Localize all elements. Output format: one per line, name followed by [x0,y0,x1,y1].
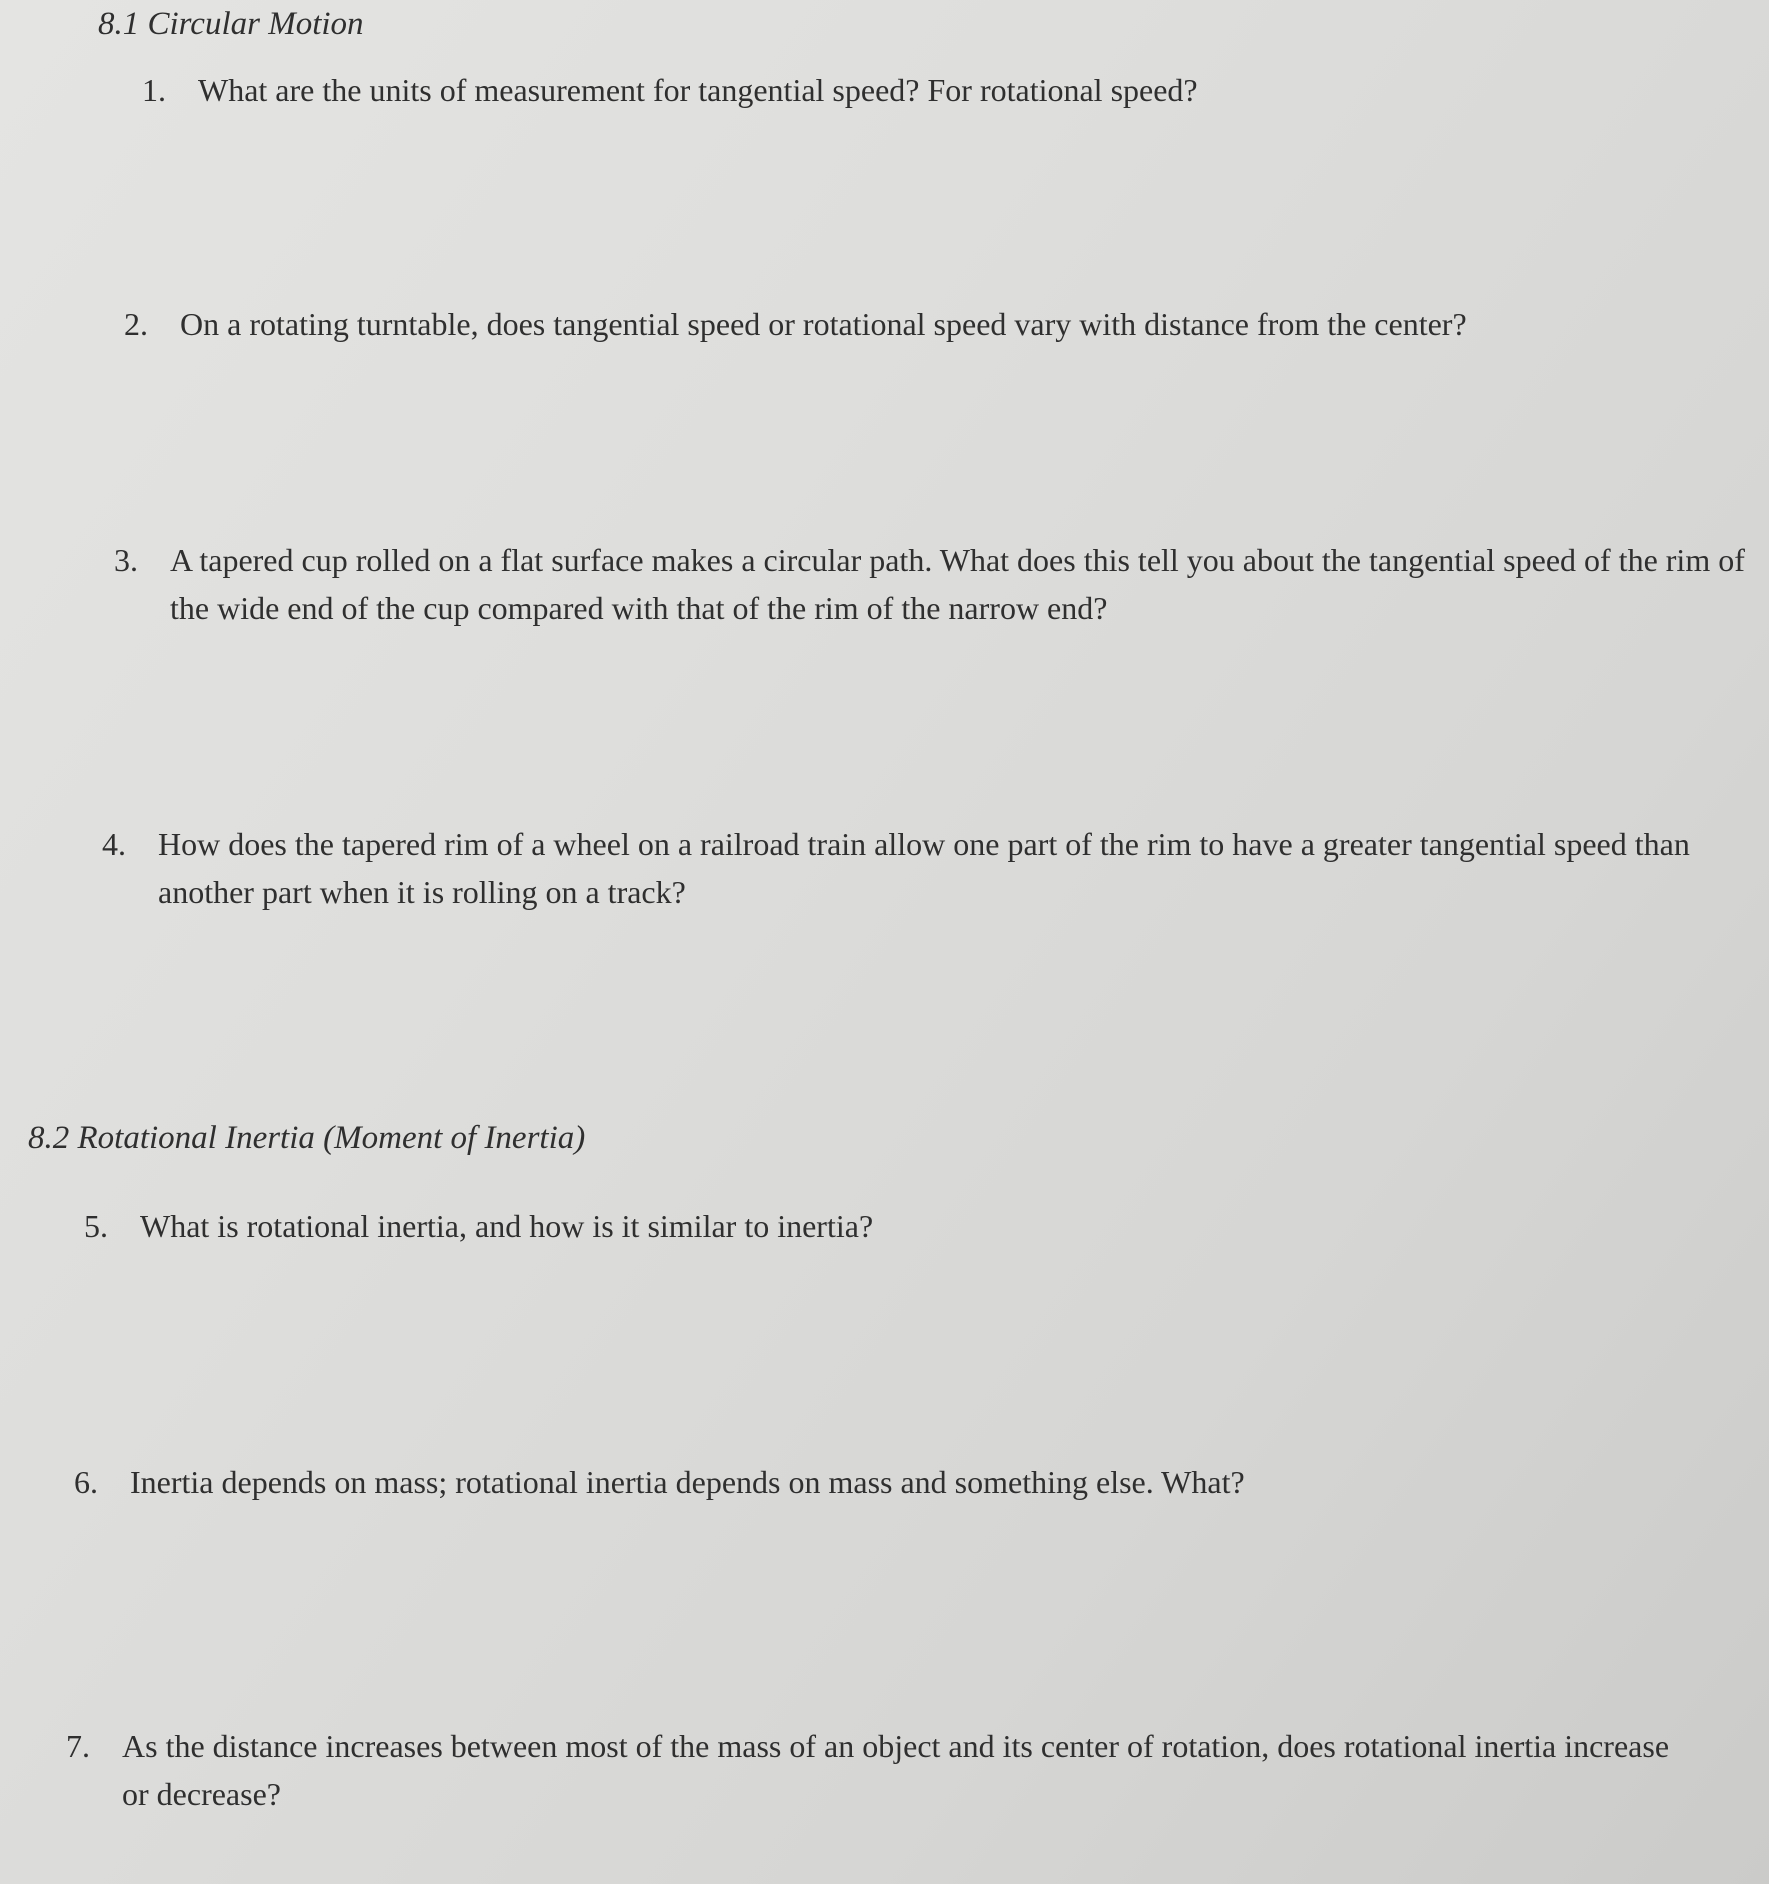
question-2 [124,300,1724,348]
question-number: 7. [66,1728,90,1764]
question-text: Inertia depends on mass; rotational inertia depends on mass and something else. What? [130,1464,1245,1500]
question-number: 1. [142,72,166,108]
question-text: What are the units of measurement for tangential speed? For rotational speed? [198,72,1198,108]
question-3 [114,536,1754,632]
question-7 [66,1722,1686,1818]
question-text: What is rotational inertia, and how is it similar to inertia? [140,1208,874,1244]
question-1 [142,66,1702,114]
question-6 [74,1458,1714,1506]
question-text: As the distance increases between most of the mass of an object and its center of rotation, does rotational inertia increase or decrease? [122,1728,1670,1812]
question-text: A tapered cup rolled on a flat surface makes a circular path. What does this tell you about the tangential speed of the rim of the wide end of the cup compared with that of the rim of the narrow end? [170,542,1745,626]
question-4 [102,820,1702,916]
question-number: 4. [102,826,126,862]
question-number: 2. [124,306,148,342]
section-title-rotational-inertia: 8.2 Rotational Inertia (Moment of Inertia) [28,1120,586,1156]
section-title-circular-motion: 8.1 Circular Motion [98,6,364,42]
question-number: 6. [74,1464,98,1500]
question-text: How does the tapered rim of a wheel on a railroad train allow one part of the rim to have a greater tangential speed than another part when it is rolling on a track? [158,826,1690,910]
question-5 [84,1202,1684,1250]
question-number: 5. [84,1208,108,1244]
question-text: On a rotating turntable, does tangential speed or rotational speed vary with distance from the center? [180,306,1467,342]
question-number: 3. [114,542,138,578]
